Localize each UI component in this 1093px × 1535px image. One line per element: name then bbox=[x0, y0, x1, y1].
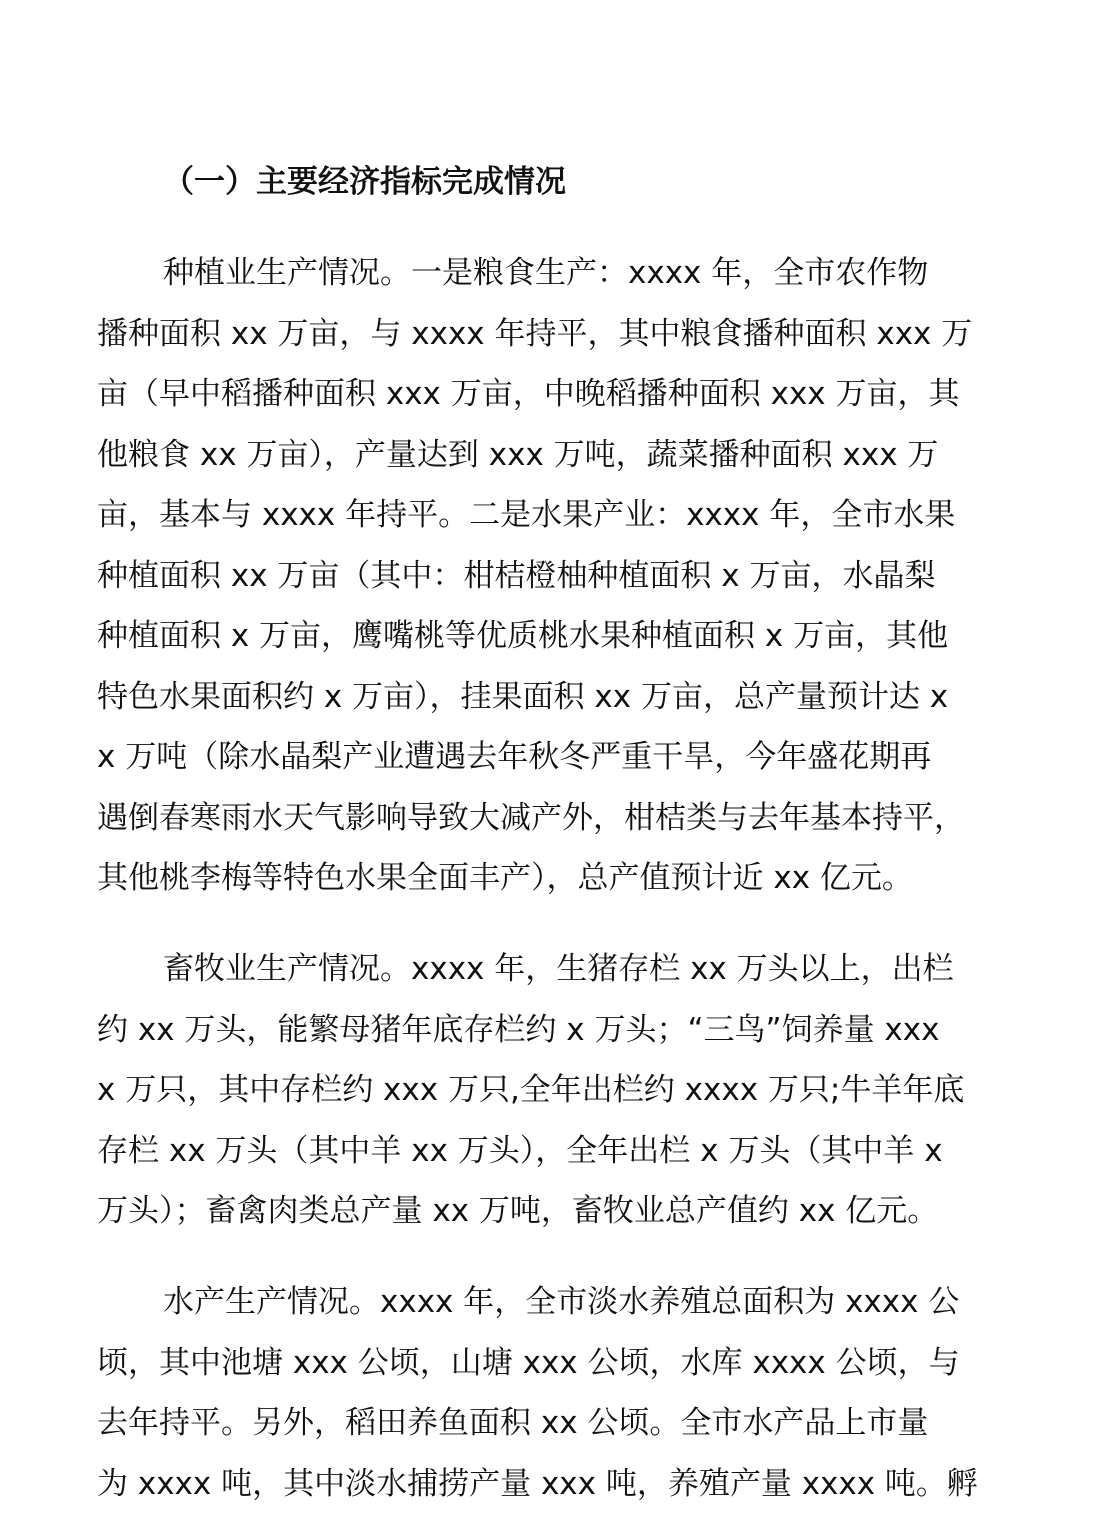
text-line: 其他桃李梅等特色水果全面丰产），总产值预计近 xx 亿元。 bbox=[97, 860, 913, 896]
paragraph-crop-production bbox=[97, 243, 1027, 909]
text-line: 种植面积 xx 万亩（其中：柑桔橙柚种植面积 x 万亩，水晶梨 bbox=[97, 557, 936, 594]
text-line: 遇倒春寒雨水天气影响导致大减产外，柑桔类与去年基本持平， bbox=[97, 799, 965, 836]
text-line: 他粮食 xx 万亩），产量达到 xxx 万吨，蔬菜播种面积 xxx 万 bbox=[97, 436, 939, 473]
text-line: 万头）；畜禽肉类总产量 xx 万吨，畜牧业总产值约 xx 亿元。 bbox=[97, 1193, 939, 1229]
text-line: 存栏 xx 万头（其中羊 xx 万头），全年出栏 x 万头（其中羊 x bbox=[97, 1132, 943, 1169]
text-line: 去年持平。另外，稻田养鱼面积 xx 公顷。全市水产品上市量 bbox=[97, 1405, 929, 1441]
text-line: 种植业生产情况。一是粮食生产：xxxx 年，全市农作物 bbox=[163, 255, 929, 291]
text-line: 亩（早中稻播种面积 xxx 万亩，中晚稻播种面积 xxx 万亩，其 bbox=[97, 376, 960, 412]
text-line: 亩，基本与 xxxx 年持平。二是水果产业：xxxx 年，全市水果 bbox=[97, 497, 956, 533]
text-line: 种植面积 x 万亩，鹰嘴桃等优质桃水果种植面积 x 万亩，其他 bbox=[97, 618, 949, 654]
text-line: 畜牧业生产情况。xxxx 年，生猪存栏 xx 万头以上，出栏 bbox=[163, 951, 954, 987]
section-heading: （一）主要经济指标完成情况 bbox=[163, 164, 566, 200]
paragraph-aquatic-production bbox=[97, 1272, 1027, 1514]
text-line: x 万吨（除水晶梨产业遭遇去年秋冬严重干旱，今年盛花期再 bbox=[97, 739, 932, 775]
text-line: 约 xx 万头，能繁母猪年底存栏约 x 万头；“三鸟”饲养量 xxx bbox=[97, 1011, 940, 1048]
text-line: x 万只，其中存栏约 xxx 万只,全年出栏约 xxxx 万只;牛羊年底 bbox=[97, 1072, 965, 1108]
text-line: 顷，其中池塘 xxx 公顷，山塘 xxx 公顷，水库 xxxx 公顷，与 bbox=[97, 1344, 960, 1381]
text-line: 特色水果面积约 x 万亩），挂果面积 xx 万亩，总产量预计达 x bbox=[97, 678, 949, 715]
paragraph-livestock-production bbox=[97, 939, 1027, 1242]
text-line: 水产生产情况。xxxx 年，全市淡水养殖总面积为 xxxx 公 bbox=[163, 1284, 960, 1320]
text-line: 播种面积 xx 万亩，与 xxxx 年持平，其中粮食播种面积 xxx 万 bbox=[97, 315, 973, 352]
text-line: 为 xxxx 吨，其中淡水捕捞产量 xxx 吨，养殖产量 xxxx 吨。孵 bbox=[97, 1465, 978, 1502]
